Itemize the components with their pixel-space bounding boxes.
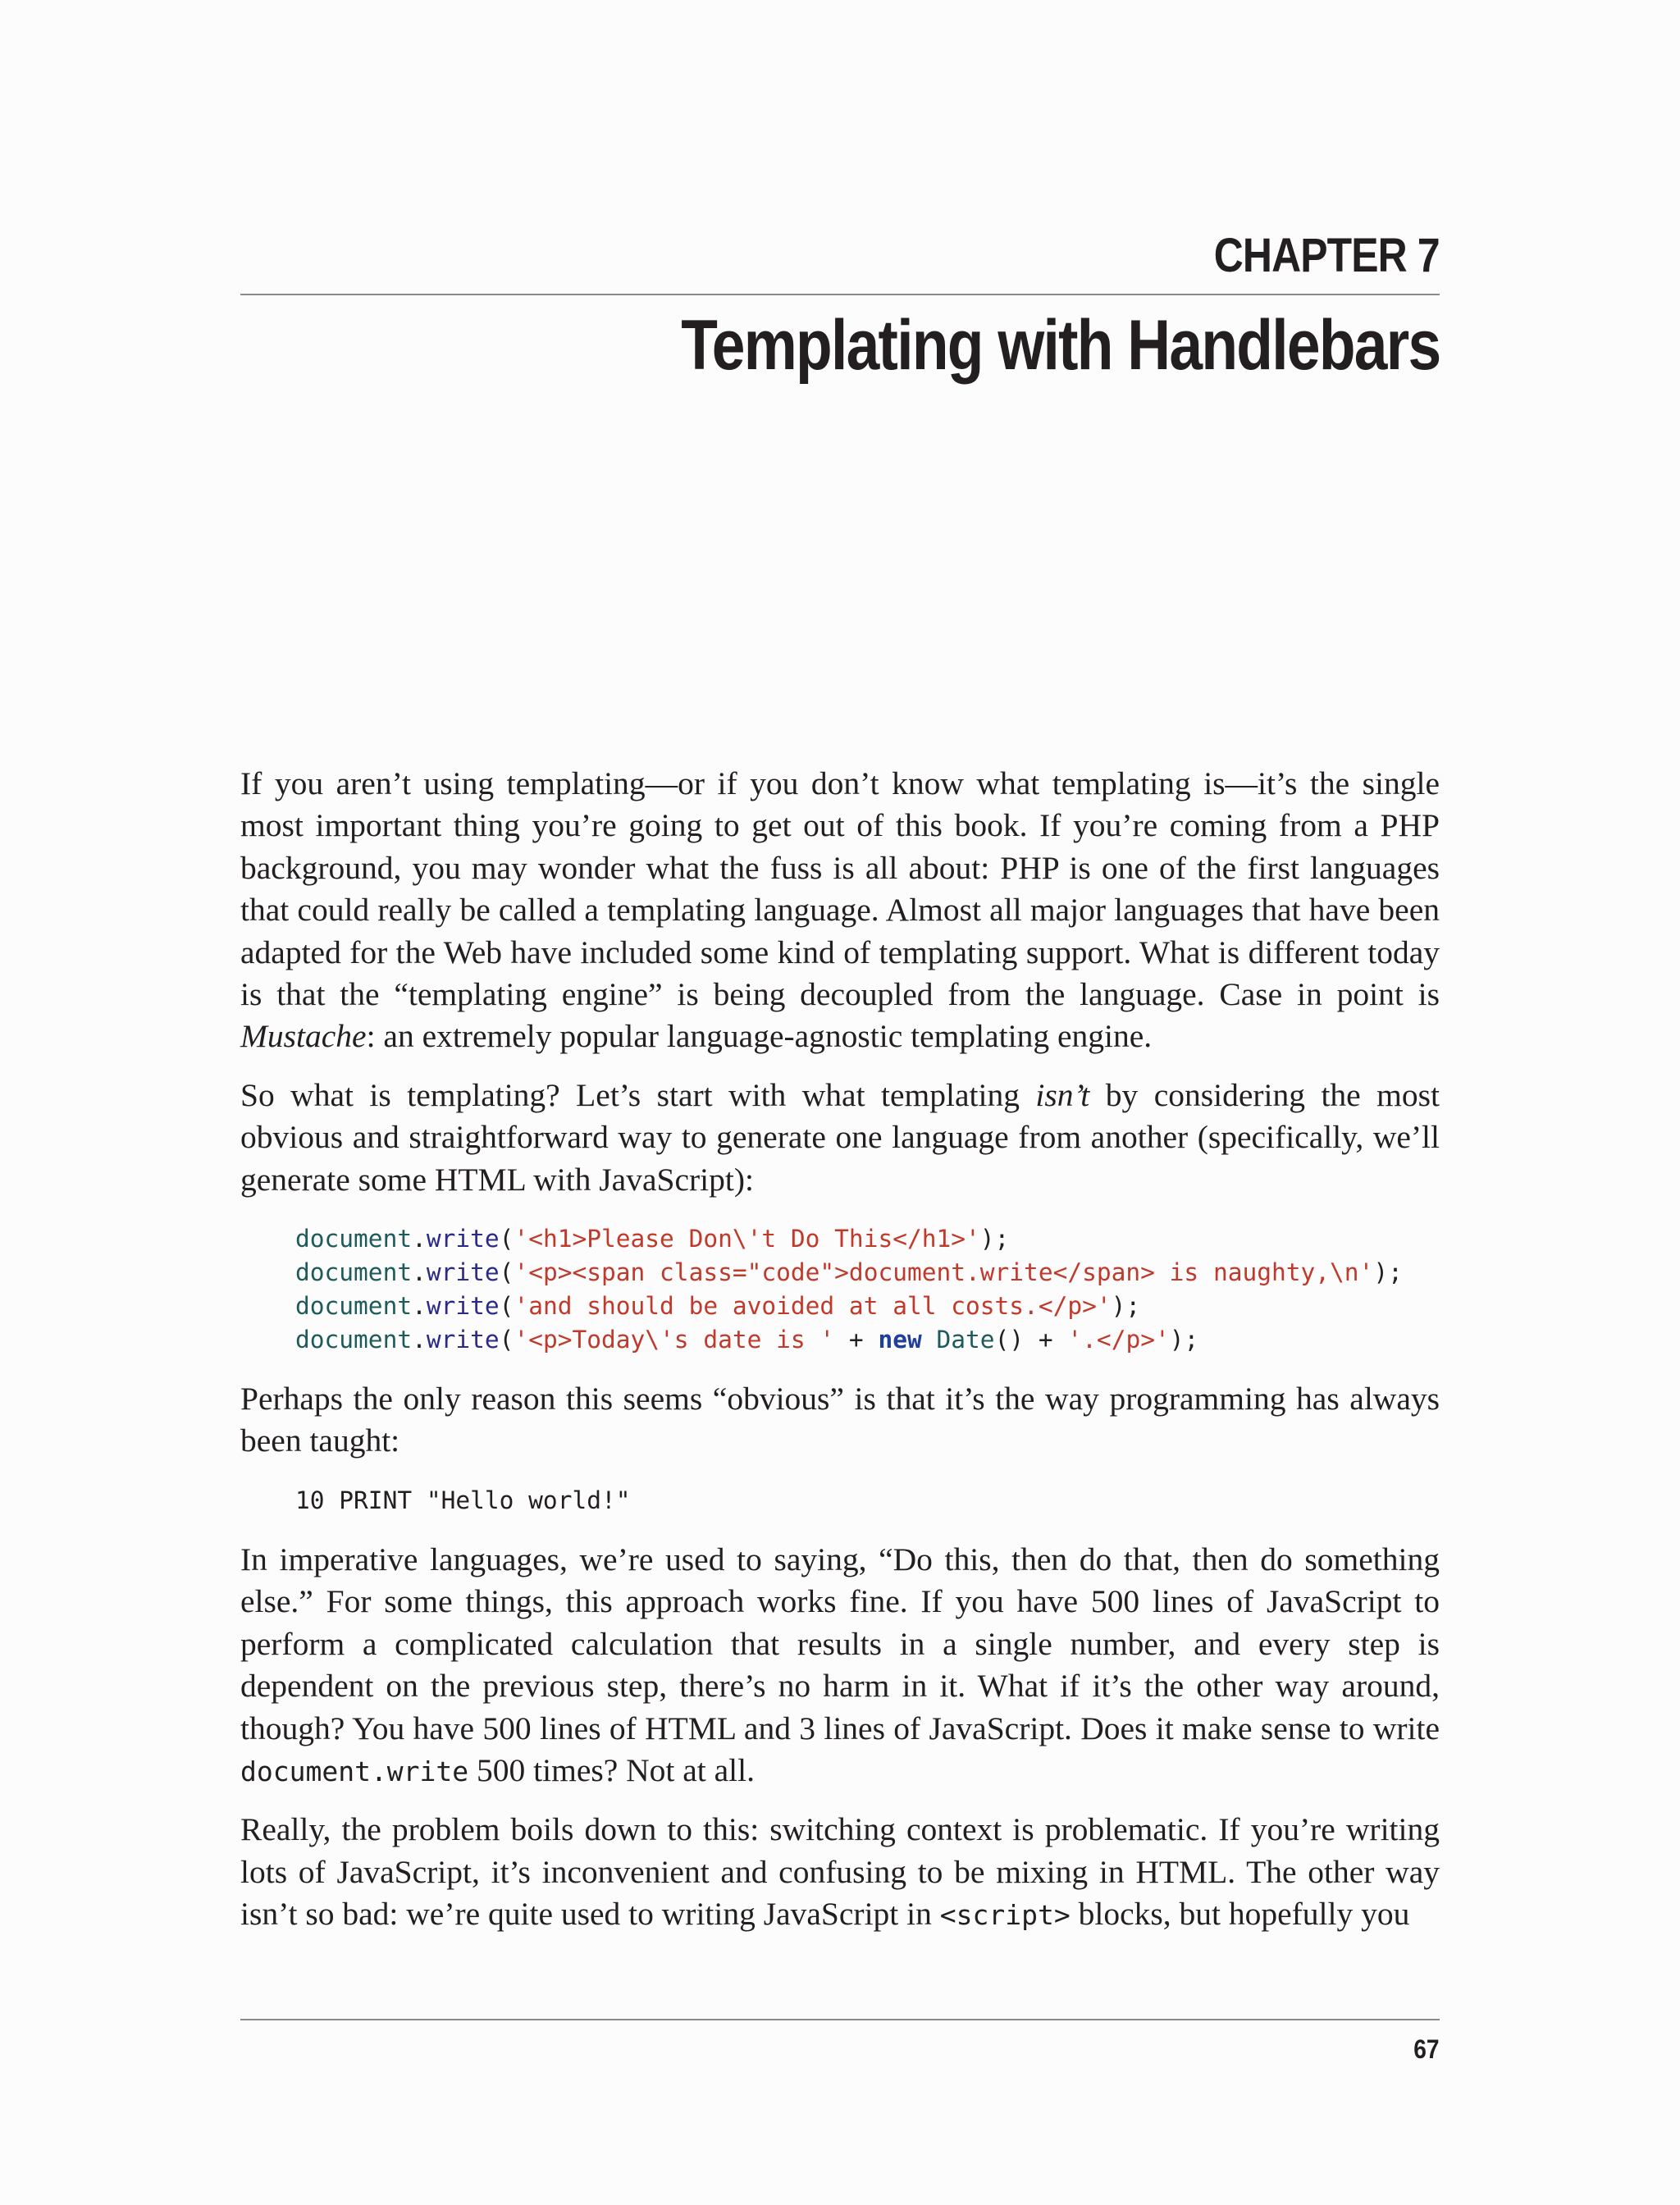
paragraph-imperative: In imperative languages, we’re used to saying, “Do this, then do that, then do something else.” For some things, this approach works fine. If you have 500 lines of JavaScript to perform a complicated calculation that results in a single number, and every step is dependent on the previous step, there’s no harm in it. What if it’s the other way around, though? You have 500 lines of HTML and 3 lines of JavaScript. Does it make sense to write document.write 500 times? Not at all. xyxy=(240,1541,1440,1788)
chapter-title: Templating with Handlebars xyxy=(680,306,1440,385)
paragraph-context-switching: Really, the problem boils down to this: switching context is problematic. If you’re writing lots of JavaScript, it’s inconvenient and confusing to be mixing in HTML. The other way isn’t so bad: we’re quite used to writing JavaScript in <script> blocks, but hopefully you xyxy=(240,1811,1440,1933)
code-line: 10 PRINT "Hello world!" xyxy=(295,1486,631,1514)
page-number: 67 xyxy=(1413,2034,1440,2064)
code-line: document.write('<h1>Please Don\'t Do This</h1>'); xyxy=(295,1225,1010,1253)
code-line: document.write('<p>Today\'s date is ' + new Date() + '.</p>'); xyxy=(295,1326,1199,1354)
isnt-emphasis: isn’t xyxy=(1035,1076,1090,1113)
paragraph-intro: If you aren’t using templating—or if you don’t know what templating is—it’s the single most important thing you’re going to get out of this book. If you’re coming from a PHP background, you may wonder what the fuss is all about: PHP is one of the first languages that could really be called a templating language. Almost all major languages that have been adapted for the Web have included some kind of templating support. What is different today is that the “templating engine” is being decoupled from the language. Case in point is Mustache: an extremely popular language-agnostic templating engine. xyxy=(240,765,1440,1055)
inline-code-script-tag: <script> xyxy=(939,1899,1071,1932)
paragraph-obvious: Perhaps the only reason this seems “obvious” is that it’s the way programming has always been taught: xyxy=(240,1381,1440,1459)
chapter-divider xyxy=(240,294,1440,295)
paragraph-what-is-templating: So what is templating? Let’s start with what templating isn’t by considering the most obvious and straightforward way to generate one language from another (specifically, we’ll generate some HTML with JavaScript): xyxy=(240,1076,1440,1198)
mustache-emphasis: Mustache xyxy=(240,1018,367,1055)
inline-code-document-write: document.write xyxy=(240,1755,469,1787)
body-text xyxy=(240,763,1440,1953)
chapter-label: CHAPTER 7 xyxy=(1214,229,1440,282)
code-line: document.write('<p><span class="code">document.write</span> is naughty,\n'); xyxy=(295,1258,1403,1287)
code-block-basic xyxy=(295,1484,1440,1518)
code-line: document.write('and should be avoided at all costs.</p>'); xyxy=(295,1292,1141,1321)
code-block-document-write xyxy=(295,1222,1440,1357)
footer-divider xyxy=(240,2019,1440,2020)
